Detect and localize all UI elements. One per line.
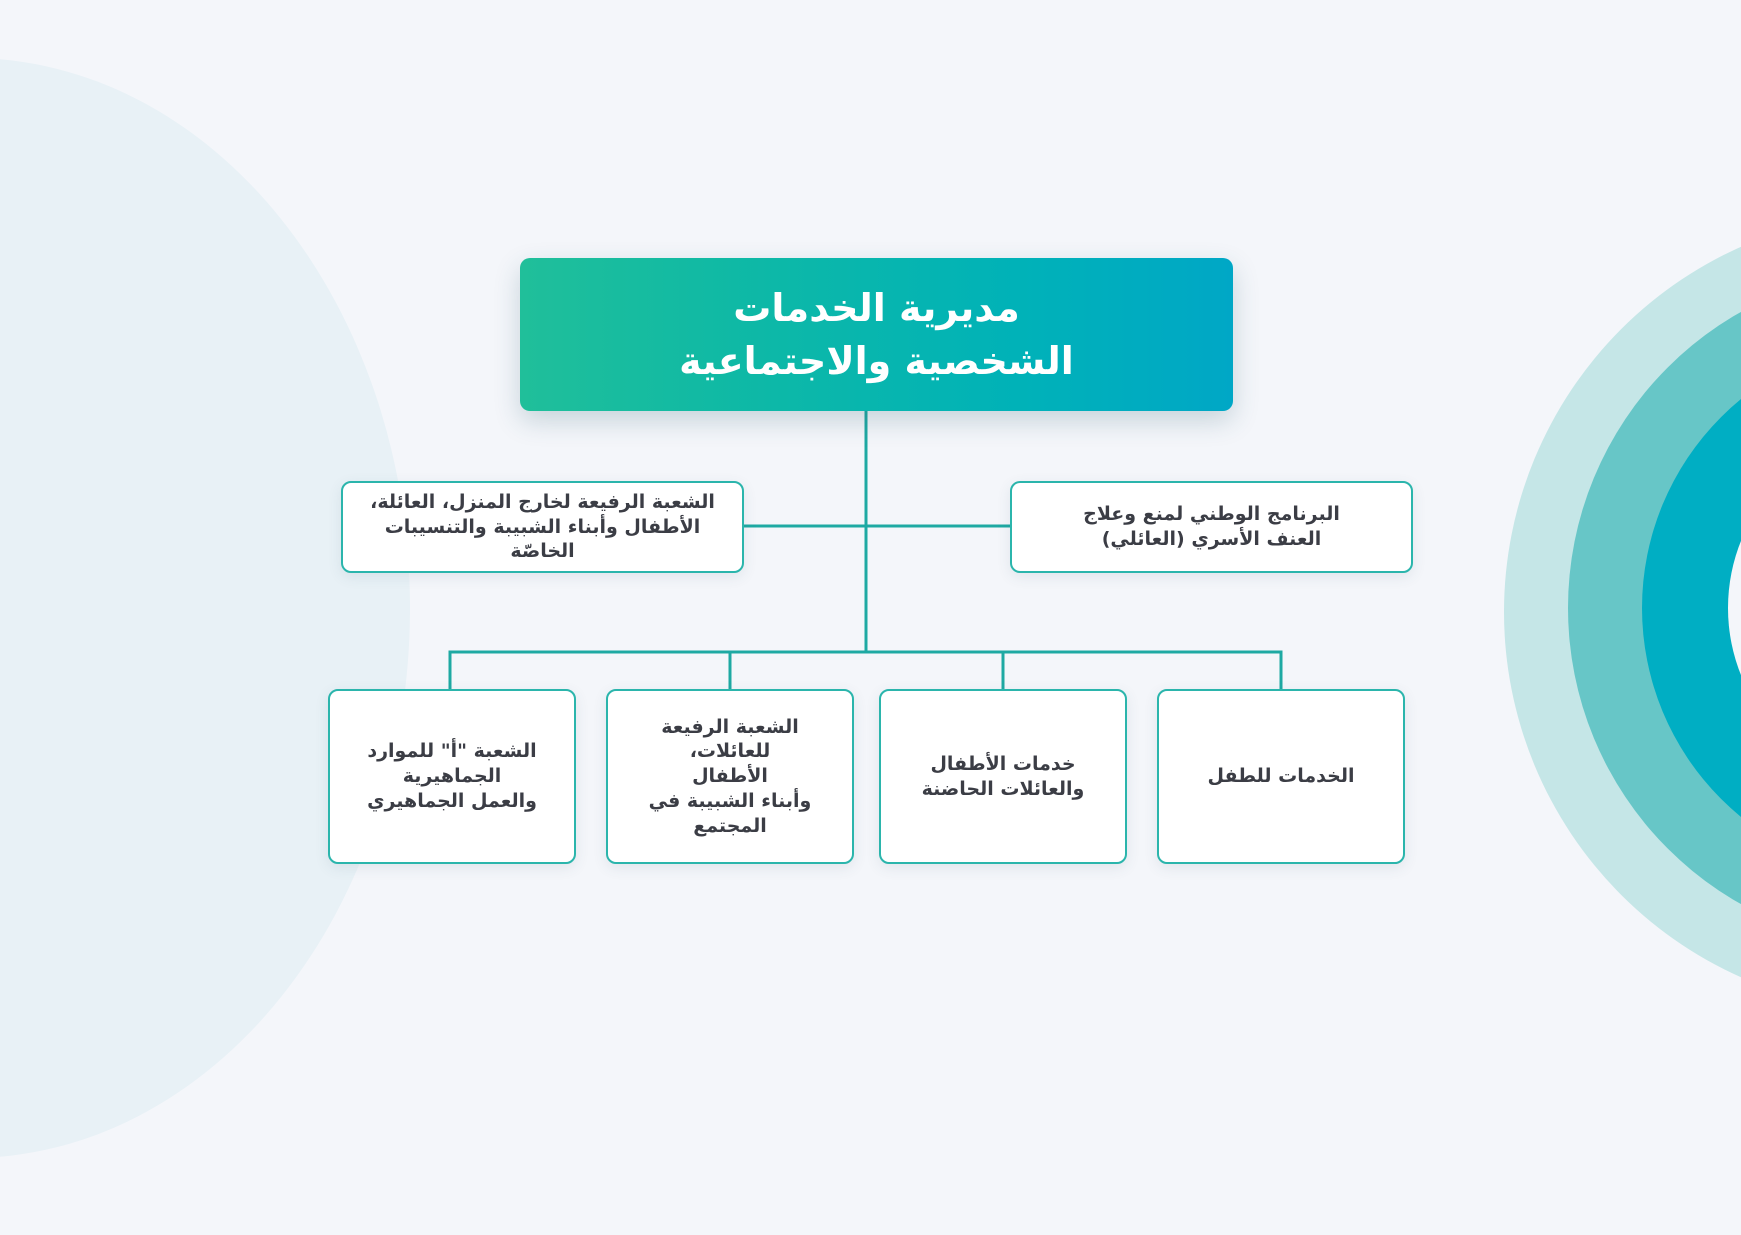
division-child-services: الخدمات للطفل — [1157, 689, 1405, 864]
division-community-resources: الشعبة "أ" للموارد الجماهيرية والعمل الجماهيري — [328, 689, 576, 864]
root-directorate-box: مديرية الخدمات الشخصية والاجتماعية — [520, 258, 1233, 411]
division-community-families: الشعبة الرفيعة للعائلات، الأطفال وأبناء الشبيبة في المجتمع — [606, 689, 854, 864]
side-unit-family-violence-program: البرنامج الوطني لمنع وعلاج العنف الأسري (العائلي) — [1010, 481, 1413, 573]
division-foster-families: خدمات الأطفال والعائلات الحاضنة — [879, 689, 1127, 864]
side-unit-out-of-home-division: الشعبة الرفيعة لخارج المنزل، العائلة، الأطفال وأبناء الشبيبة والتنسيبات الخاصّة — [341, 481, 744, 573]
